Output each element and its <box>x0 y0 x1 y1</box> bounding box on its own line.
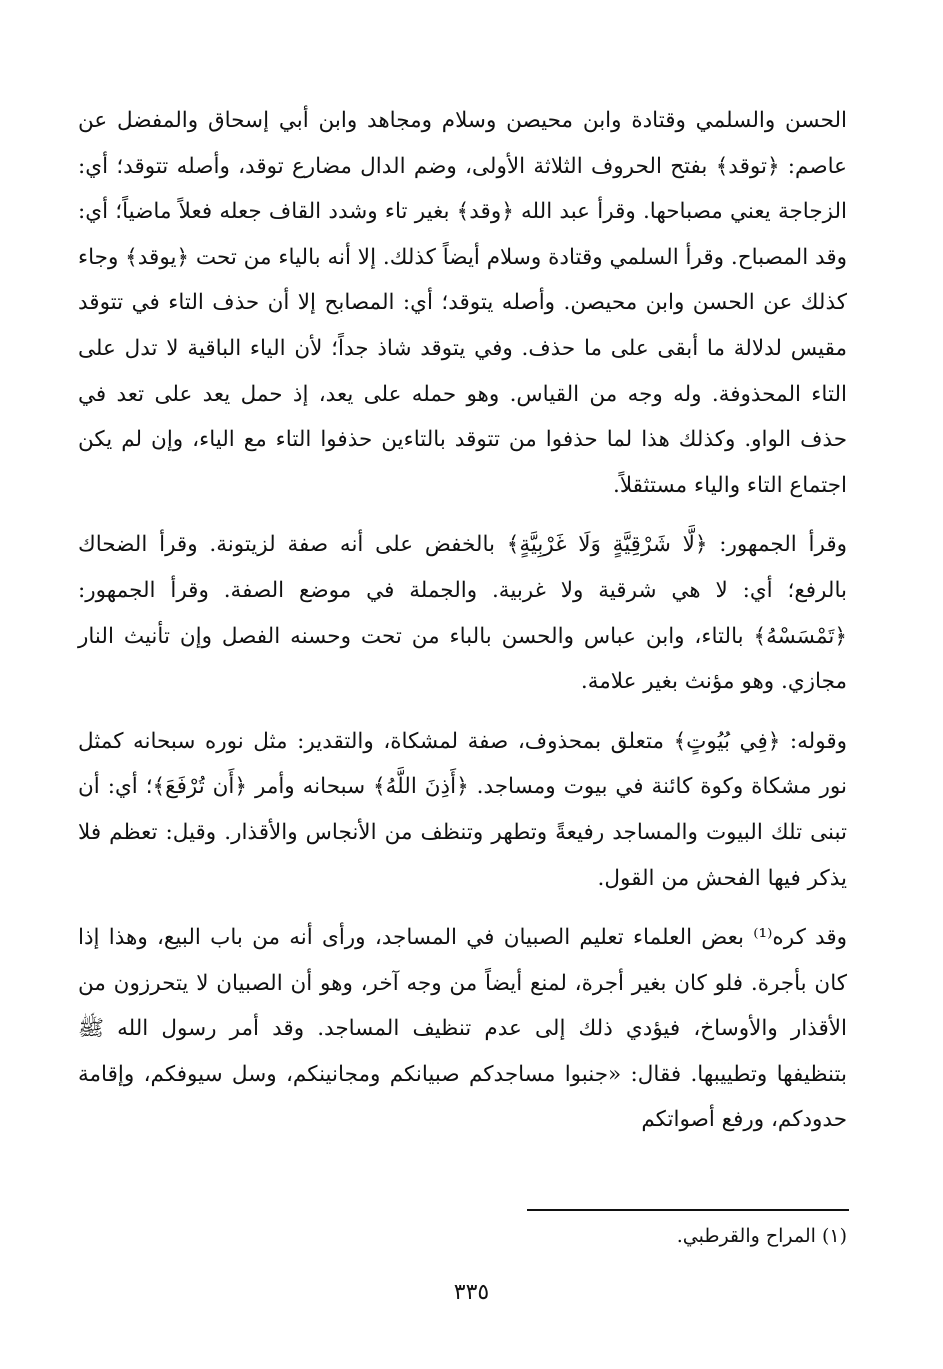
footnote-separator <box>527 1209 849 1211</box>
page-number: ٣٣٥ <box>453 1280 490 1305</box>
paragraph-3: وقوله: ﴿فِي بُيُوتٍ﴾ متعلق بمحذوف، صفة لمشكاة، والتقدير: مثل نوره سبحانه كمثل نور مشكاة وكوة كائنة في بيوت ومساجد. ﴿أَذِنَ اللَّهُ﴾ سبحانه وأمر ﴿أَن تُرْفَعَ﴾؛ أي: أن تبنى تلك البيوت والمساجد رفيعةً وتطهر وتنظف من الأنجاس والأقذار. وقيل: تعظم فلا يذكر فيها الفحش من القول. <box>78 728 847 891</box>
paragraph-1: الحسن والسلمي وقتادة وابن محيصن وسلام ومجاهد وابن أبي إسحاق والمفضل عن عاصم: ﴿توقد﴾ بفتح الحروف الثلاثة الأولى، وضم الدال مضارع توقد، وأصله تتوقد؛ أي: الزجاجة يعني مصباحها. وقرأ عبد الله ﴿وقد﴾ بغير تاء وشدد القاف جعله فعلاً ماضياً؛ أي: وقد المصباح. وقرأ السلمي وقتادة وسلام أيضاً كذلك. إلا أنه بالياء من تحت ﴿يوقد﴾ وجاء كذلك عن الحسن وابن محيصن. وأصله يتوقد؛ أي: المصابح إلا أن حذف التاء في تتوقد مقيس لدلالة ما أبقى على ما حذف. وفي يتوقد شاذ جداً؛ لأن الياء الباقية لا تدل على التاء المحذوفة. وله وجه من القياس. وهو حمله على يعد، إذ حمل يعد على تعد في حذف الواو. وكذلك هذا لما حذفوا من تتوقد بالتاءين حذفوا التاء مع الياء، وإن لم يكن اجتماع التاء والياء مستثقلاً. <box>78 108 847 498</box>
paragraph-2: وقرأ الجمهور: ﴿لَّا شَرْقِيَّةٍ وَلَا غَرْبِيَّةٍ﴾ بالخفض على أنه صفة لزيتونة. وقرأ الضحاك بالرفع؛ أي: لا هي شرقية ولا غربية. والجملة في موضع الصفة. وقرأ الجمهور: ﴿تَمْسَسْهُ﴾ بالتاء، وابن عباس والحسن بالباء من تحت وحسنه الفصل وإن تأنيث النار مجازي. وهو مؤنث بغير علامة. <box>78 532 847 695</box>
footnote: (١) المراح والقرطبي. <box>676 1225 847 1247</box>
paragraph-4: وقد كره⁽¹⁾ بعض العلماء تعليم الصبيان في المساجد، ورأى أنه من باب البيع، وهذا إذا كان بأجرة. فلو كان بغير أجرة، لمنع أيضاً من وجه آخر، وهو أن الصبيان لا يتحرزون من الأقذار والأوساخ، فيؤدي ذلك إلى عدم تنظيف المساجد. وقد أمر رسول الله ﷺ بتنظيفها وتطييبها. فقال: «جنبوا مساجدكم صبيانكم ومجانينكم، وسل سيوفكم، وإقامة حدودكم، ورفع أصواتكم <box>78 925 847 1133</box>
main-text <box>78 98 847 1157</box>
